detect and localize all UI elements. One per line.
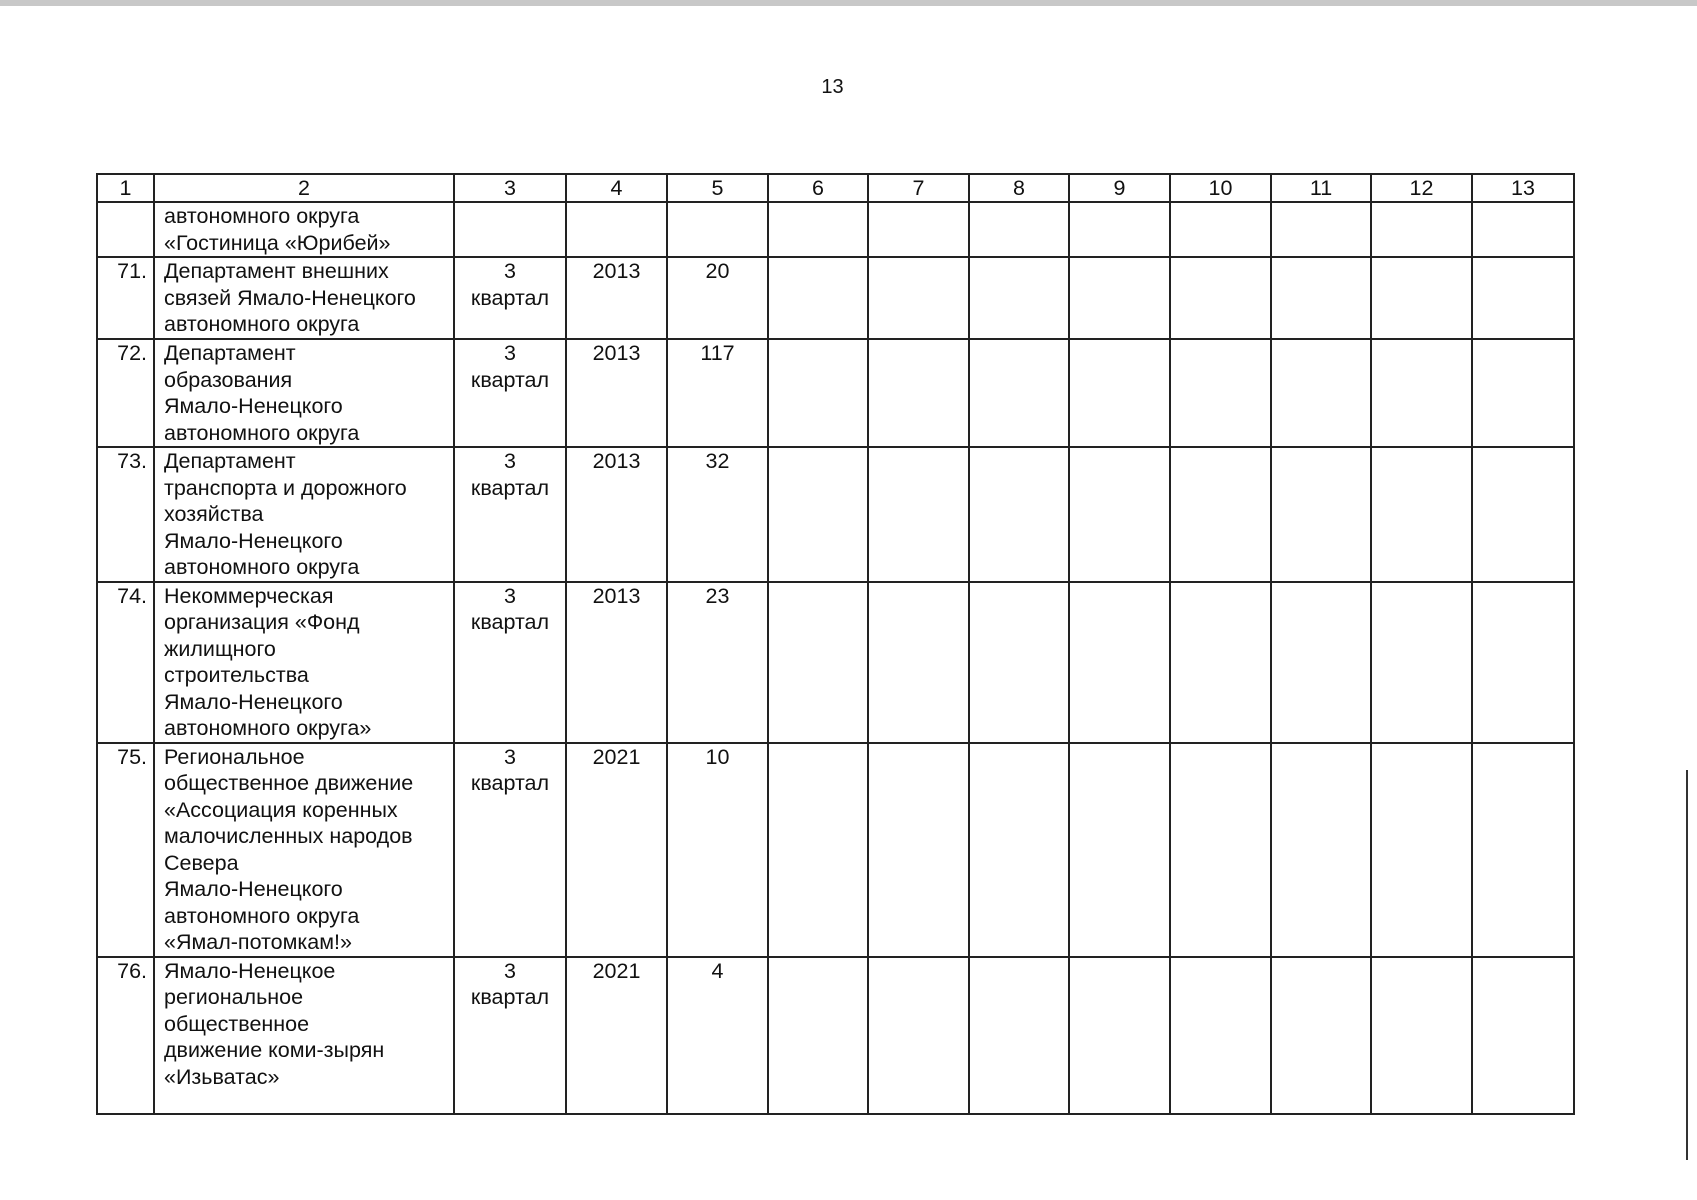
column-header-9: 9 (1069, 174, 1170, 202)
column-header-6: 6 (768, 174, 868, 202)
empty-cell-col-6 (768, 202, 868, 257)
empty-cell-col-10 (1170, 447, 1271, 582)
empty-cell-col-8 (969, 202, 1069, 257)
count-cell (667, 202, 768, 257)
table-row (97, 202, 1574, 257)
empty-cell-col-10 (1170, 339, 1271, 447)
organization-name-cell: Департамент внешних связей Ямало-Ненецкого автономного округа (154, 257, 454, 339)
empty-cell-col-7 (868, 743, 969, 957)
row-number-cell: 73. (97, 447, 154, 582)
empty-cell-col-12 (1371, 957, 1472, 1114)
column-header-4: 4 (566, 174, 667, 202)
empty-cell-col-6 (768, 957, 868, 1114)
year-cell (566, 202, 667, 257)
empty-cell-col-9 (1069, 202, 1170, 257)
empty-cell-col-6 (768, 582, 868, 743)
empty-cell-col-12 (1371, 743, 1472, 957)
empty-cell-col-8 (969, 339, 1069, 447)
column-header-3: 3 (454, 174, 566, 202)
year-cell: 2013 (566, 339, 667, 447)
year-cell: 2021 (566, 957, 667, 1114)
empty-cell-col-13 (1472, 339, 1574, 447)
column-header-12: 12 (1371, 174, 1472, 202)
empty-cell-col-9 (1069, 447, 1170, 582)
column-header-13: 13 (1472, 174, 1574, 202)
table-row (97, 447, 1574, 582)
row-number-cell: 75. (97, 743, 154, 957)
column-header-5: 5 (667, 174, 768, 202)
data-table (96, 173, 1575, 1115)
empty-cell-col-10 (1170, 957, 1271, 1114)
empty-cell-col-12 (1371, 339, 1472, 447)
empty-cell-col-13 (1472, 957, 1574, 1114)
organization-name-cell: Департамент транспорта и дорожного хозяйства Ямало-Ненецкого автономного округа (154, 447, 454, 582)
page-number: 13 (821, 76, 844, 98)
empty-cell-col-8 (969, 582, 1069, 743)
empty-cell-col-7 (868, 257, 969, 339)
empty-cell-col-12 (1371, 582, 1472, 743)
period-cell (454, 202, 566, 257)
empty-cell-col-12 (1371, 202, 1472, 257)
empty-cell-col-10 (1170, 257, 1271, 339)
empty-cell-col-11 (1271, 339, 1371, 447)
empty-cell-col-9 (1069, 743, 1170, 957)
empty-cell-col-11 (1271, 257, 1371, 339)
year-cell: 2021 (566, 743, 667, 957)
empty-cell-col-7 (868, 339, 969, 447)
count-cell: 32 (667, 447, 768, 582)
row-number-cell: 76. (97, 957, 154, 1114)
page-edge-line (1686, 770, 1688, 1160)
count-cell: 10 (667, 743, 768, 957)
period-cell: 3 квартал (454, 957, 566, 1114)
empty-cell-col-12 (1371, 447, 1472, 582)
empty-cell-col-9 (1069, 257, 1170, 339)
table-row (97, 957, 1574, 1114)
year-cell: 2013 (566, 582, 667, 743)
empty-cell-col-13 (1472, 582, 1574, 743)
row-number-cell: 74. (97, 582, 154, 743)
empty-cell-col-13 (1472, 743, 1574, 957)
row-number-cell: 71. (97, 257, 154, 339)
empty-cell-col-11 (1271, 202, 1371, 257)
empty-cell-col-8 (969, 957, 1069, 1114)
table-row (97, 257, 1574, 339)
table-row (97, 582, 1574, 743)
empty-cell-col-7 (868, 582, 969, 743)
empty-cell-col-8 (969, 257, 1069, 339)
table-row (97, 743, 1574, 957)
count-cell: 117 (667, 339, 768, 447)
column-header-10: 10 (1170, 174, 1271, 202)
organization-name-cell: автономного округа «Гостиница «Юрибей» (154, 202, 454, 257)
column-header-8: 8 (969, 174, 1069, 202)
empty-cell-col-10 (1170, 202, 1271, 257)
period-cell: 3 квартал (454, 743, 566, 957)
empty-cell-col-6 (768, 447, 868, 582)
table-row (97, 339, 1574, 447)
empty-cell-col-11 (1271, 582, 1371, 743)
empty-cell-col-6 (768, 743, 868, 957)
page-top-edge (0, 0, 1697, 6)
count-cell: 23 (667, 582, 768, 743)
row-number-cell: 72. (97, 339, 154, 447)
organization-name-cell: Региональное общественное движение «Ассоциация коренных малочисленных народов Севера Ямало-Ненецкого автономного округа «Ямал-потомкам!» (154, 743, 454, 957)
table-header-row (97, 174, 1574, 202)
row-number-cell (97, 202, 154, 257)
count-cell: 4 (667, 957, 768, 1114)
column-header-1: 1 (97, 174, 154, 202)
column-header-7: 7 (868, 174, 969, 202)
empty-cell-col-7 (868, 202, 969, 257)
empty-cell-col-7 (868, 957, 969, 1114)
empty-cell-col-8 (969, 447, 1069, 582)
empty-cell-col-13 (1472, 447, 1574, 582)
period-cell: 3 квартал (454, 447, 566, 582)
empty-cell-col-12 (1371, 257, 1472, 339)
organization-name-cell: Департамент образования Ямало-Ненецкого автономного округа (154, 339, 454, 447)
column-header-2: 2 (154, 174, 454, 202)
period-cell: 3 квартал (454, 339, 566, 447)
period-cell: 3 квартал (454, 257, 566, 339)
empty-cell-col-9 (1069, 339, 1170, 447)
empty-cell-col-10 (1170, 582, 1271, 743)
year-cell: 2013 (566, 447, 667, 582)
period-cell: 3 квартал (454, 582, 566, 743)
empty-cell-col-9 (1069, 957, 1170, 1114)
year-cell: 2013 (566, 257, 667, 339)
empty-cell-col-6 (768, 257, 868, 339)
empty-cell-col-9 (1069, 582, 1170, 743)
column-header-11: 11 (1271, 174, 1371, 202)
empty-cell-col-11 (1271, 743, 1371, 957)
empty-cell-col-13 (1472, 257, 1574, 339)
empty-cell-col-11 (1271, 447, 1371, 582)
empty-cell-col-11 (1271, 957, 1371, 1114)
empty-cell-col-6 (768, 339, 868, 447)
empty-cell-col-13 (1472, 202, 1574, 257)
count-cell: 20 (667, 257, 768, 339)
empty-cell-col-10 (1170, 743, 1271, 957)
empty-cell-col-7 (868, 447, 969, 582)
organization-name-cell: Ямало-Ненецкое региональное общественное движение коми-зырян «Изьватас» (154, 957, 454, 1114)
empty-cell-col-8 (969, 743, 1069, 957)
organization-name-cell: Некоммерческая организация «Фонд жилищного строительства Ямало-Ненецкого автономного округа» (154, 582, 454, 743)
